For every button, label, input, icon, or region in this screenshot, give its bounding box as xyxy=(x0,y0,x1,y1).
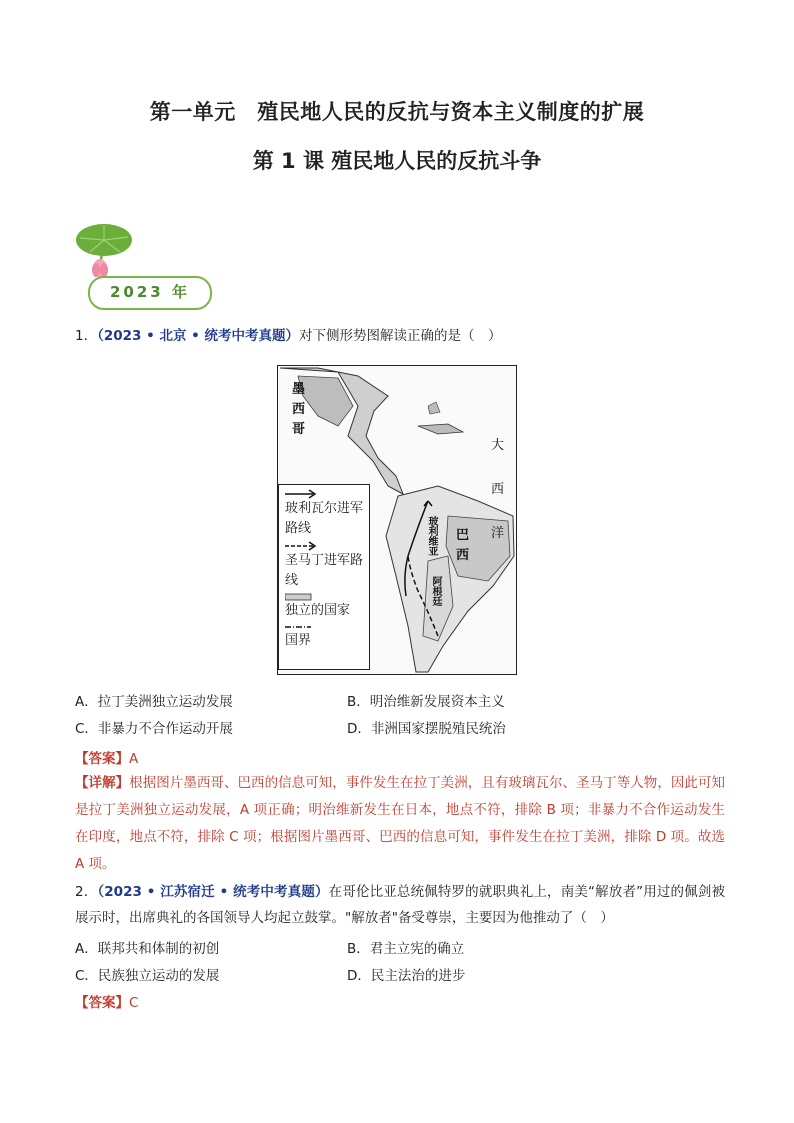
q2-option-d[interactable]: D．民主法治的进步 xyxy=(347,968,466,984)
q2-option-b[interactable]: B．君主立宪的确立 xyxy=(347,941,465,957)
answer-label: 【答案】 xyxy=(75,995,129,1011)
question-source: （2023 • 江苏宿迁 • 统考中考真题） xyxy=(97,884,329,900)
q2-answer xyxy=(75,991,138,1011)
legend-label-bolivar: 玻利瓦尔进军路线 xyxy=(285,501,364,536)
unit-title: 第一单元 殖民地人民的反抗与资本主义制度的扩展 xyxy=(149,100,645,124)
q1-option-c[interactable]: C．非暴力不合作运动开展 xyxy=(75,721,233,737)
dashed-arrow-icon xyxy=(285,541,365,551)
question-source: （2023 • 北京 • 统考中考真题） xyxy=(97,328,299,344)
map-label-bolivia: 玻利维亚 xyxy=(426,516,437,556)
map-label-brazil: 巴西 xyxy=(456,528,470,563)
map-label-mexico: 墨西哥 xyxy=(292,382,306,437)
map-label-argentina: 阿根廷 xyxy=(430,576,441,606)
q1-answer xyxy=(75,747,138,767)
answer-label: 【答案】 xyxy=(75,751,129,767)
solid-arrow-icon xyxy=(285,489,365,499)
map-legend xyxy=(278,484,370,670)
lesson-title: 第 1 课 殖民地人民的反抗斗争 xyxy=(252,149,542,173)
legend-label-san-martin: 圣马丁进军路线 xyxy=(285,553,364,588)
q2-option-a[interactable]: A．联邦共和体制的初创 xyxy=(75,941,220,957)
question-number: 1． xyxy=(75,328,98,344)
answer-value: A xyxy=(129,751,139,767)
legend-label-border: 国界 xyxy=(285,633,312,648)
legend-label-independent: 独立的国家 xyxy=(285,603,351,618)
map-label-ocean: 大西洋 xyxy=(491,438,505,541)
hatch-swatch-icon xyxy=(285,593,365,601)
q2-options xyxy=(75,937,725,991)
year-label: 2023 年 xyxy=(110,283,190,301)
q1-option-b[interactable]: B．明治维新发展资本主义 xyxy=(347,694,505,710)
question-stem: 对下侧形势图解读正确的是（ ） xyxy=(298,328,502,344)
question-number: 2． xyxy=(75,884,98,900)
q2-option-c[interactable]: C．民族独立运动的发展 xyxy=(75,968,220,984)
q1-option-a[interactable]: A．拉丁美洲独立运动发展 xyxy=(75,694,233,710)
year-badge xyxy=(70,222,220,310)
question-stem: 在哥伦比亚总统佩特罗的就职典礼上，南美“解放者”用过的佩剑被展示时，出席典礼的各国领导人均起立鼓掌。"解放者"备受尊崇，主要因为他推动了（ ） xyxy=(75,884,725,926)
answer-value: C xyxy=(129,995,139,1011)
q1-detail xyxy=(75,770,725,878)
question-1 xyxy=(75,323,725,349)
border-line-icon xyxy=(285,623,365,631)
detail-text: 根据图片墨西哥、巴西的信息可知，事件发生在拉丁美洲，且有玻璃瓦尔、圣马丁等人物，因此可知是拉丁美洲独立运动发展，A 项正确；明治维新发生在日本，地点不符，排除 B 项；非暴力不合作运动发生在印度，地点不符，排除 C 项；根据图片墨西哥、巴西的信息可知，事件发生在拉丁美洲，排除 D 项。故选 A 项。 xyxy=(75,775,726,872)
question-2 xyxy=(75,879,725,931)
q1-option-d[interactable]: D．非洲国家摆脱殖民统治 xyxy=(347,721,506,737)
q1-options xyxy=(75,690,725,744)
detail-label: 【详解】 xyxy=(75,775,130,791)
